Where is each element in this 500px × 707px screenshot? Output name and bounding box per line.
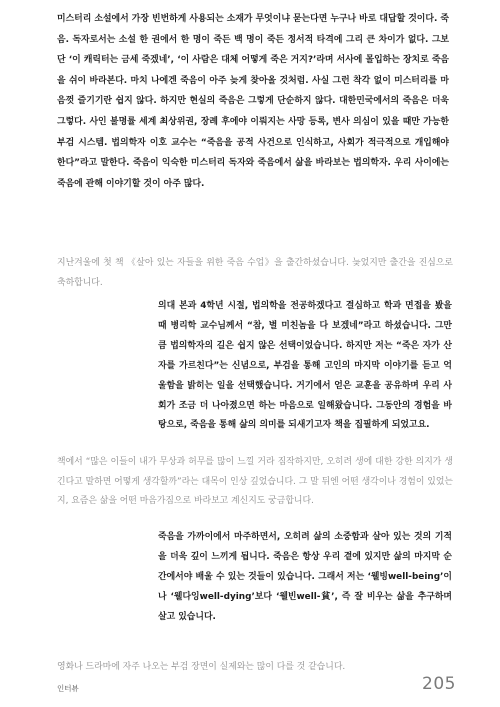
interview-question-1: 지난겨울에 첫 책 《살아 있는 자들을 위한 죽음 수업》을 출간하셨습니다. 늦었지만 출간을 진심으로 축하합니다. bbox=[57, 258, 453, 288]
interview-answer-2: 죽음을 가까이에서 마주하면서, 오히려 삶의 소중함과 살아 있는 것의 기적을 더욱 깊이 느끼게 됩니다. 죽음은 항상 우리 곁에 있지만 삶의 마지막 순간에서야 배울 수 있는 것들이 있습니다. 그래서 저는 ‘웰빙well-being’이나 ‘웰다잉well-dying’보다 ‘웰빈well-貧’, 즉 잘 비우는 삶을 추구하며 살고 있습니다. bbox=[158, 532, 452, 622]
section-label: 인터뷰 bbox=[57, 684, 79, 693]
interview-question-3: 영화나 드라마에 자주 나오는 부검 장면이 실제와는 많이 다를 것 같습니다. bbox=[57, 662, 346, 672]
intro-paragraph: 미스터리 소설에서 가장 빈번하게 사용되는 소재가 무엇이냐 묻는다면 누구나 바로 대답할 것이다. 죽음. 독자로서는 소설 한 권에서 한 명이 죽든 백 명이 죽든 정서적 타격에 그리 큰 차이가 없다. 그보단 ‘이 캐릭터는 금세 죽겠네’, ‘이 사람은 대체 어떻게 죽은 거지?’라며 서사에 몰입하는 장치로 죽음을 쉬이 바라본다. 마치 나에겐 죽음이 아주 늦게 찾아올 것처럼. 사실 그런 착각 없이 미스터리를 마음껏 즐기기란 쉽지 않다. 하지만 현실의 죽음은 그렇게 단순하지 않다. 대한민국에서의 죽음은 더욱 그렇다. 사인 불명률 세계 최상위권, 장례 후에야 이뤄지는 사망 등록, 변사 의심이 있을 때만 가능한 부검 시스템. 법의학자 이호 교수는 “죽음을 공적 사건으로 인식하고, 사회가 적극적으로 개입해야 한다”라고 말한다. 죽음이 익숙한 미스터리 독자와 죽음에서 삶을 바라보는 법의학자. 우리 사이에는 죽음에 관해 이야기할 것이 아주 많다. bbox=[57, 14, 449, 189]
interview-question-2: 책에서 “많은 이들이 내가 무상과 허무를 많이 느낄 거라 짐작하지만, 오히려 생에 대한 강한 의지가 생긴다고 말하면 어떻게 생각할까”라는 대목이 인상 깊었습니다. 그 말 뒤엔 어떤 생각이나 경험이 있었는지, 요즘은 삶을 어떤 마음가짐으로 바라보고 계신지도 궁금합니다. bbox=[57, 457, 453, 507]
interview-answer-1: 의대 본과 4학년 시절, 법의학을 전공하겠다고 결심하고 학과 면접을 봤을 때 병리학 교수님께서 “참, 별 미친놈을 다 보겠네”라고 하셨습니다. 그만큼 법의학자의 길은 쉽지 않은 선택이었습니다. 하지만 저는 “죽은 자가 산 자를 가르친다”는 신념으로, 부검을 통해 고인의 마지막 이야기를 듣고 억울함을 밝히는 일을 선택했습니다. 거기에서 얻은 교훈을 공유하며 우리 사회가 조금 더 나아졌으면 하는 마음으로 일해왔습니다. 그동안의 경험을 바탕으로, 죽음을 통해 삶의 의미를 되새기고자 책을 집필하게 되었고요. bbox=[158, 301, 452, 431]
page-number: 205 bbox=[422, 674, 456, 694]
